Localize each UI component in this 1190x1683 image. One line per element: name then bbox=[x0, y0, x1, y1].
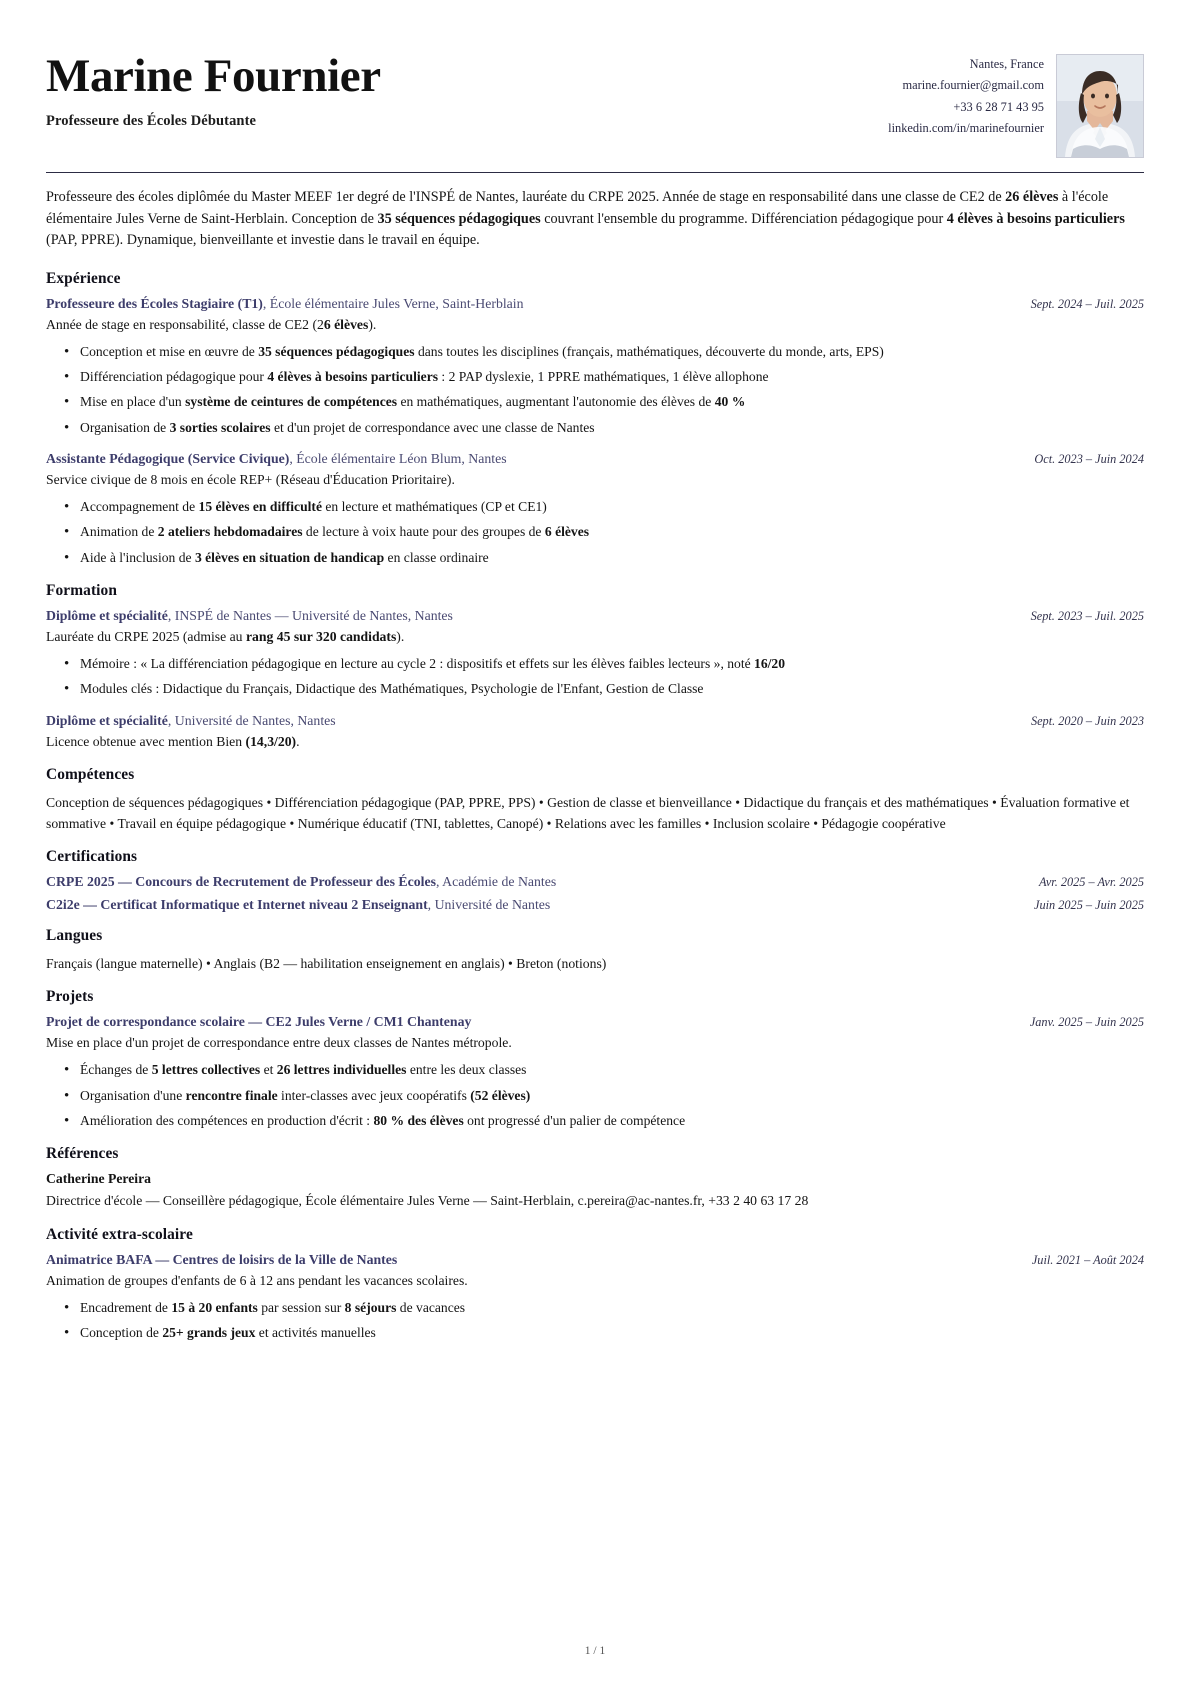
summary-text-3: couvrant l'ensemble du programme. Différenciation pédagogique pour bbox=[540, 210, 947, 227]
section-references bbox=[46, 1145, 1144, 1211]
entry-bullets bbox=[46, 1060, 1144, 1131]
entry-role: Diplôme et spécialité bbox=[46, 712, 168, 728]
section-title-experience: Expérience bbox=[46, 269, 121, 287]
entry-header bbox=[46, 608, 1144, 624]
entry-bullets bbox=[46, 654, 1144, 700]
section-title-certifications: Certifications bbox=[46, 848, 138, 866]
section-extra-scolaire bbox=[46, 1226, 1144, 1344]
section-projets bbox=[46, 988, 1144, 1131]
reference-detail: Directrice d'école — Conseillère pédagogique, École élémentaire Jules Verne — Saint-Herblain, c.pereira@ac-nantes.fr, +33 2 40 63 17 28 bbox=[46, 1193, 809, 1209]
entry-date: Janv. 2025 – Juin 2025 bbox=[1029, 1015, 1144, 1030]
list-item: • Conception de 25+ grands jeux et activités manuelles bbox=[80, 1323, 1144, 1343]
list-item: • Encadrement de 15 à 20 enfants par session sur 8 séjours de vacances bbox=[80, 1298, 1144, 1318]
entry-subtitle: Animation de groupes d'enfants de 6 à 12 ans pendant les vacances scolaires. bbox=[46, 1272, 468, 1288]
section-title-extra-scolaire: Activité extra-scolaire bbox=[46, 1225, 193, 1243]
entry-date: Juin 2025 – Juin 2025 bbox=[1034, 898, 1144, 913]
entry-role: Professeure des Écoles Stagiaire (T1) bbox=[46, 295, 263, 311]
list-item: • Mise en place d'un système de ceintures de compétences en mathématiques, augmentant l'autonomie des élèves de 40 % bbox=[80, 392, 1144, 412]
entry-subtitle: Service civique de 8 mois en école REP+ (Réseau d'Éducation Prioritaire). bbox=[46, 472, 455, 488]
list-item: • Conception et mise en œuvre de 35 séquences pédagogiques dans toutes les disciplines (français, mathématiques, découverte du monde, arts, EPS) bbox=[80, 342, 1144, 362]
entry-subtitle: Mise en place d'un projet de correspondance entre deux classes de Nantes métropole. bbox=[46, 1035, 512, 1051]
section-langues bbox=[46, 927, 1144, 974]
section-title-langues: Langues bbox=[46, 927, 103, 945]
contact-email[interactable]: marine.fournier@gmail.com bbox=[902, 78, 1044, 93]
section-competences bbox=[46, 766, 1144, 834]
project-entry bbox=[46, 1014, 1144, 1131]
list-item: • Accompagnement de 15 élèves en difficulté en lecture et mathématiques (CP et CE1) bbox=[80, 497, 1144, 517]
entry-subtitle: Licence obtenue avec mention Bien (14,3/20). bbox=[46, 733, 300, 749]
entry-bullets bbox=[46, 1298, 1144, 1344]
list-item: • Aide à l'inclusion de 3 élèves en situation de handicap en classe ordinaire bbox=[80, 548, 1144, 568]
list-item: • Animation de 2 ateliers hebdomadaires de lecture à voix haute pour des groupes de 6 élèves bbox=[80, 522, 1144, 542]
entry-org: , École élémentaire Jules Verne, Saint-Herblain bbox=[262, 295, 524, 311]
certification-item bbox=[46, 874, 1144, 890]
formation-entry bbox=[46, 713, 1144, 752]
entry-subtitle: Année de stage en responsabilité, classe de CE2 (26 élèves). bbox=[46, 316, 377, 332]
summary-text-2: à l'école élémentaire Jules Verne de Saint-Herblain. Conception de bbox=[46, 189, 1109, 227]
list-item: • Différenciation pédagogique pour 4 élèves à besoins particuliers : 2 PAP dyslexie, 1 PPRE mathématiques, 1 élève allophone bbox=[80, 367, 1144, 387]
entry-date: Sept. 2023 – Juil. 2025 bbox=[1030, 609, 1144, 624]
list-item: • Échanges de 5 lettres collectives et 26 lettres individuelles entre les deux classes bbox=[80, 1060, 1144, 1080]
entry-bullets bbox=[46, 342, 1144, 439]
section-formation bbox=[46, 582, 1144, 752]
header-contact-block bbox=[888, 44, 1144, 158]
entry-org: , INSPÉ de Nantes — Université de Nantes, Nantes bbox=[167, 608, 453, 624]
list-item: • Modules clés : Didactique du Français, Didactique des Mathématiques, Psychologie de l'Enfant, Gestion de Classe bbox=[80, 679, 1144, 699]
formation-entry bbox=[46, 608, 1144, 700]
summary-text-4: (PAP, PPRE). Dynamique, bienveillante et investie dans le travail en équipe. bbox=[46, 232, 480, 249]
entry-title bbox=[46, 608, 453, 624]
section-experience bbox=[46, 270, 1144, 568]
section-certifications bbox=[46, 848, 1144, 913]
extra-entry bbox=[46, 1252, 1144, 1344]
section-title-formation: Formation bbox=[46, 582, 117, 600]
entry-header bbox=[46, 1014, 1144, 1030]
competences-text: Conception de séquences pédagogiques • Différenciation pédagogique (PAP, PPRE, PPS) • Gestion de classe et bienveillance • Didactique du français et des mathématiques • Évaluation formative et sommative • Travail en équipe pédagogique • Numérique éducatif (TNI, tablettes, Canopé) • Relations avec les familles • Inclusion scolaire • Pédagogie coopérative bbox=[46, 794, 1130, 831]
contact-linkedin[interactable]: linkedin.com/in/marinefournier bbox=[888, 120, 1044, 135]
page-title: Marine Fournier bbox=[46, 50, 381, 102]
entry-date: Avr. 2025 – Avr. 2025 bbox=[1039, 875, 1144, 890]
section-title-competences: Compétences bbox=[46, 765, 135, 783]
entry-title bbox=[46, 897, 550, 913]
certification-org: , Académie de Nantes bbox=[435, 874, 557, 890]
entry-bullets bbox=[46, 497, 1144, 568]
list-item: • Amélioration des compétences en production d'écrit : 80 % des élèves ont progressé d'un palier de compétence bbox=[80, 1111, 1144, 1131]
avatar bbox=[1056, 54, 1144, 158]
avatar-illustration bbox=[1057, 55, 1143, 157]
entry-date: Juil. 2021 – Août 2024 bbox=[1031, 1252, 1144, 1267]
entry-date: Oct. 2023 – Juin 2024 bbox=[1034, 452, 1144, 467]
section-title-projets: Projets bbox=[46, 988, 94, 1006]
experience-entry bbox=[46, 451, 1144, 568]
entry-header bbox=[46, 296, 1144, 312]
entry-date: Sept. 2024 – Juil. 2025 bbox=[1030, 296, 1144, 311]
project-name: Projet de correspondance scolaire — CE2 Jules Verne / CM1 Chantenay bbox=[46, 1014, 472, 1030]
summary-bold-3: 4 élèves à besoins particuliers bbox=[946, 210, 1125, 227]
entry-title bbox=[46, 296, 524, 312]
entry-role: Diplôme et spécialité bbox=[46, 608, 168, 624]
page-number: 1 / 1 bbox=[584, 1645, 606, 1657]
contact-phone: +33 6 28 71 43 95 bbox=[953, 99, 1044, 114]
entry-title bbox=[46, 874, 556, 890]
certification-name: C2i2e — Certificat Informatique et Internet niveau 2 Enseignant bbox=[46, 897, 428, 913]
certification-item bbox=[46, 897, 1144, 913]
entry-title bbox=[46, 1252, 397, 1268]
summary-paragraph bbox=[46, 187, 1144, 252]
summary-bold-1: 26 élèves bbox=[1005, 189, 1059, 205]
entry-org: , Université de Nantes, Nantes bbox=[167, 712, 336, 728]
entry-title bbox=[46, 451, 507, 467]
contact-location: Nantes, France bbox=[969, 57, 1044, 71]
certification-org: , Université de Nantes bbox=[427, 897, 551, 913]
entry-header bbox=[46, 1252, 1144, 1268]
entry-title bbox=[46, 713, 336, 729]
section-title-references: Références bbox=[46, 1145, 119, 1163]
header-subtitle: Professeure des Écoles Débutante bbox=[46, 113, 257, 130]
header-divider bbox=[46, 172, 1144, 173]
entry-date: Sept. 2020 – Juin 2023 bbox=[1030, 713, 1144, 728]
list-item: • Mémoire : « La différenciation pédagogique en lecture au cycle 2 : dispositifs et effets sur les élèves faibles lecteurs », noté 16/20 bbox=[80, 654, 1144, 674]
resume-header bbox=[46, 44, 1144, 158]
entry-header bbox=[46, 451, 1144, 467]
entry-subtitle: Lauréate du CRPE 2025 (admise au rang 45 sur 320 candidats). bbox=[46, 629, 405, 645]
entry-role: Animatrice BAFA — Centres de loisirs de la Ville de Nantes bbox=[46, 1251, 398, 1267]
reference-name: Catherine Pereira bbox=[46, 1171, 152, 1187]
entry-role: Assistante Pédagogique (Service Civique) bbox=[46, 451, 290, 467]
list-item: • Organisation d'une rencontre finale inter-classes avec jeux coopératifs (52 élèves) bbox=[80, 1086, 1144, 1106]
contact-list bbox=[888, 54, 1044, 139]
list-item: • Organisation de 3 sorties scolaires et d'un projet de correspondance avec une classe de Nantes bbox=[80, 418, 1144, 438]
header-identity bbox=[46, 44, 381, 130]
summary-bold-2: 35 séquences pédagogiques bbox=[377, 210, 541, 227]
summary-text-1: Professeure des écoles diplômée du Master MEEF 1er degré de l'INSPÉ de Nantes, lauréate du CRPE 2025. Année de stage en responsabilité dans une classe de CE2 de bbox=[46, 189, 1006, 205]
certification-name: CRPE 2025 — Concours de Recrutement de Professeur des Écoles bbox=[46, 874, 436, 890]
entry-title bbox=[46, 1014, 471, 1030]
entry-org: , École élémentaire Léon Blum, Nantes bbox=[289, 451, 507, 467]
entry-header bbox=[46, 713, 1144, 729]
langues-text: Français (langue maternelle) • Anglais (B2 — habilitation enseignement en anglais) • Breton (notions) bbox=[46, 956, 607, 972]
experience-entry bbox=[46, 296, 1144, 438]
